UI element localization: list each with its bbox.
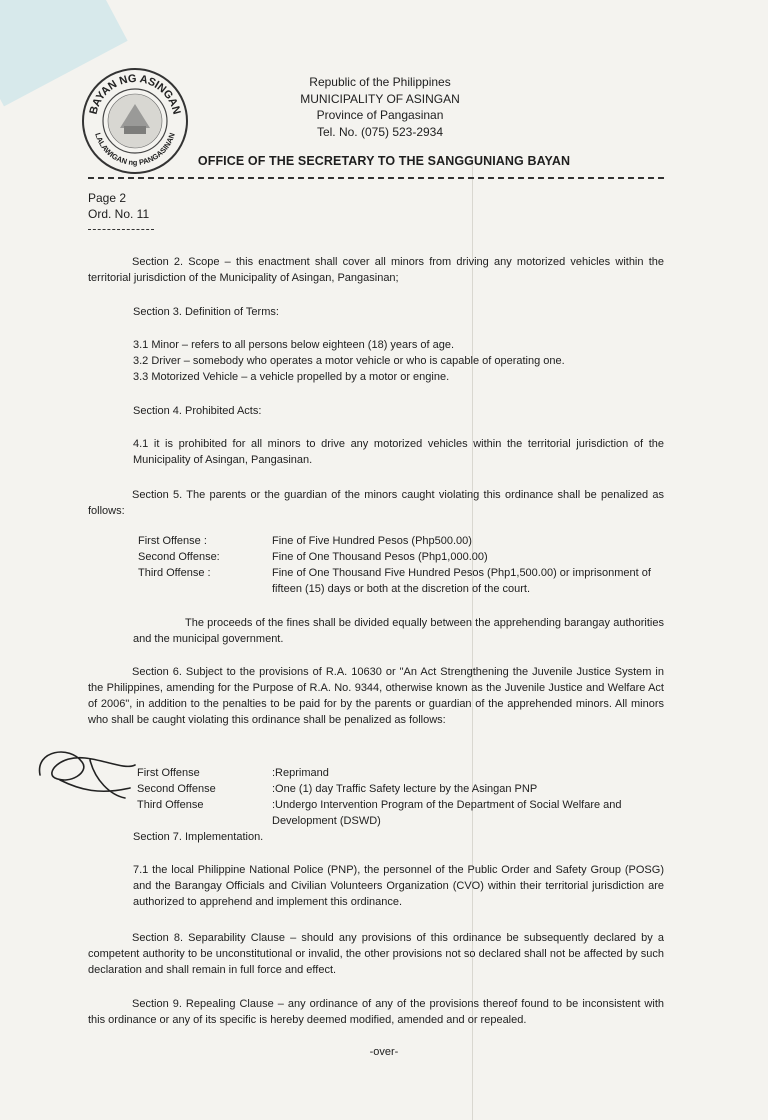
section-3-heading: Section 3. Definition of Terms:: [133, 306, 279, 318]
minors-penalty-label: Third Offense: [137, 799, 204, 811]
section-4-1-paragraph: 4.1 it is prohibited for all minors to drive any motorized vehicles within the territorial jurisdiction of the Municipality of Asingan, Pangasinan.: [133, 438, 664, 466]
section-7-heading: Section 7. Implementation.: [133, 831, 264, 843]
minors-penalty-value: :Reprimand: [272, 767, 329, 779]
section-5-paragraph: Section 5. The parents or the guardian of the minors caught violating this ordinance shall be penalized as follows:: [88, 489, 664, 517]
parents-penalty-label: Third Offense :: [138, 567, 211, 579]
parents-penalty-value: Fine of One Thousand Five Hundred Pesos (Php1,500.00) or imprisonment of fifteen (15) days or both at the discretion of the court.: [272, 567, 651, 595]
section-7-1-paragraph: 7.1 the local Philippine National Police (PNP), the personnel of the Public Order and Safety Group (POSG) and the Barangay Officials and Civilian Volunteers Organization (CVO) within their territorial jurisdiction are authorized to apprehend and implement this ordinance.: [133, 864, 664, 908]
svg-text:LALAWIGAN ng PANGASINAN: LALAWIGAN ng PANGASINAN: [93, 131, 177, 168]
header-divider: [88, 177, 664, 179]
minors-penalty-value: :One (1) day Traffic Safety lecture by the Asingan PNP: [272, 783, 538, 795]
page-info-divider: [88, 229, 154, 230]
minors-penalty-label: Second Offense: [137, 783, 216, 795]
ordinance-number: Ord. No. 11: [88, 207, 150, 221]
definition-minor: 3.1 Minor – refers to all persons below eighteen (18) years of age.: [133, 339, 455, 351]
parents-penalty-value: Fine of One Thousand Pesos (Php1,000.00): [272, 551, 488, 563]
letterhead-country: Republic of the Philippines: [309, 75, 451, 89]
parents-penalty-value: Fine of Five Hundred Pesos (Php500.00): [272, 535, 472, 547]
section-8-paragraph: Section 8. Separability Clause – should any provisions of this ordinance be subsequently declared by a competent authority to be unconstitutional or invalid, the other provisions not so declared shall not be affected by such declaration and shall remain in full force and effect.: [88, 932, 664, 976]
definition-driver: 3.2 Driver – somebody who operates a motor vehicle or who is capable of operating one.: [133, 355, 565, 367]
section-6-paragraph: Section 6. Subject to the provisions of R.A. 10630 or "An Act Strengthening the Juvenile Justice System in the Philippines, amending for the Purpose of R.A. No. 9344, otherwise known as the Juvenile Justice and Welfare Act of 2006", in addition to the penalties to be paid for by the parents or guardian of the apprehended minors. All minors who shall be caught violating this ordinance shall be penalized as follows:: [88, 666, 664, 726]
letterhead-province: Province of Pangasinan: [316, 108, 444, 122]
letterhead-telephone: Tel. No. (075) 523-2934: [316, 124, 444, 139]
page-info: [88, 190, 149, 222]
section-9-paragraph: Section 9. Repealing Clause – any ordinance of any of the provisions thereof found to be inconsistent with this ordinance or any of its specific is hereby deemed modified, amended and or repealed.: [88, 998, 664, 1026]
parents-penalty-label: First Offense :: [138, 535, 207, 547]
page-number: Page 2: [88, 191, 127, 205]
handwritten-signature: [30, 740, 140, 800]
parents-penalty-label: Second Offense:: [138, 551, 220, 563]
over-marker: -over-: [369, 1046, 399, 1058]
section-4-heading: Section 4. Prohibited Acts:: [133, 405, 262, 417]
letterhead-municipality: MUNICIPALITY OF ASINGAN: [300, 91, 460, 106]
definition-motorized-vehicle: 3.3 Motorized Vehicle – a vehicle propelled by a motor or engine.: [133, 371, 450, 383]
svg-text:BAYAN NG ASINGAN: BAYAN NG ASINGAN: [87, 72, 183, 116]
section-2-paragraph: Section 2. Scope – this enactment shall cover all minors from driving any motorized vehicles within the territorial jurisdiction of the Municipality of Asingan, Pangasinan;: [88, 256, 664, 284]
minors-penalty-label: First Offense: [137, 767, 200, 779]
letterhead: [250, 74, 510, 140]
minors-penalty-value: :Undergo Intervention Program of the Department of Social Welfare and Development (DSWD): [272, 799, 622, 827]
proceeds-paragraph: The proceeds of the fines shall be divided equally between the apprehending barangay authorities and the municipal government.: [133, 617, 664, 645]
office-title: OFFICE OF THE SECRETARY TO THE SANGGUNIANG BAYAN: [197, 154, 571, 168]
